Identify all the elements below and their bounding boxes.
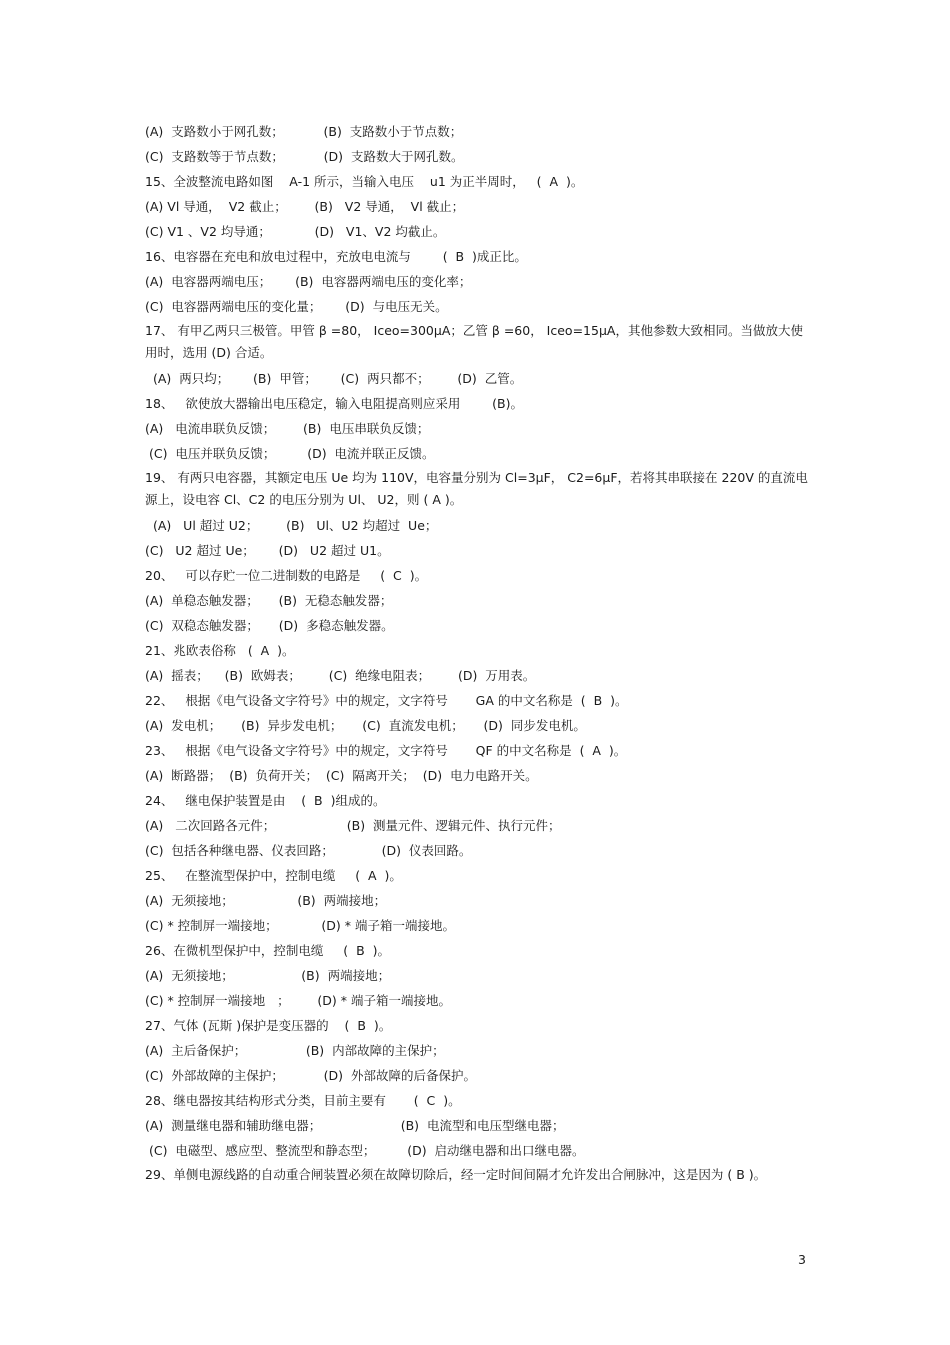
option-line: (C) * 控制屏一端接地 ； (D) * 端子箱一端接地。 [145, 993, 451, 1008]
question-21: 21、兆欧表俗称 ( A )。 [145, 643, 295, 658]
question-26: 26、在微机型保护中，控制电缆 ( B )。 [145, 943, 390, 958]
option-line: (A) 二次回路各元件； (B) 测量元件、逻辑元件、执行元件； [145, 818, 561, 833]
question-18: 18、 欲使放大器输出电压稳定，输入电阻提高则应采用 (B)。 [145, 396, 523, 411]
question-list [145, 119, 810, 1188]
question-28: 28、继电器按其结构形式分类，目前主要有 ( C )。 [145, 1093, 461, 1108]
option-line: (A) 测量继电器和辅助继电器； (B) 电流型和电压型继电器； [145, 1118, 565, 1133]
option-line: (A) 无须接地； (B) 两端接地； [145, 893, 387, 908]
option-line: (C) * 控制屏一端接地； (D) * 端子箱一端接地。 [145, 918, 455, 933]
option-line: (A) Vl 导通， V2 截止； (B) V2 导通， Vl 截止； [145, 199, 465, 214]
question-16: 16、电容器在充电和放电过程中，充放电电流与 ( B )成正比。 [145, 249, 527, 264]
question-24: 24、 继电保护装置是由 ( B )组成的。 [145, 793, 386, 808]
question-29: 29、单侧电源线路的自动重合闸装置必须在故障切除后，经一定时间间隔才允许发出合闸脉冲，这是因为 ( B )。 [145, 1167, 767, 1182]
page-number: 3 [798, 1252, 806, 1267]
option-line: (C) 电磁型、感应型、整流型和静态型； (D) 启动继电器和出口继电器。 [145, 1143, 585, 1158]
option-line: (A) 断路器； (B) 负荷开关； (C) 隔离开关； (D) 电力电路开关。 [145, 768, 538, 783]
option-line: (A) 支路数小于网孔数； (B) 支路数小于节点数； [145, 124, 463, 139]
option-line: (C) 外部故障的主保护； (D) 外部故障的后备保护。 [145, 1068, 476, 1083]
question-17: 17、 有甲乙两只三极管。甲管 β =80， Ⅰceo=300μA；乙管 β =60， Ⅰceo=15μA，其他参数大致相同。当做放大使用时，选用 (D) 合适。 [145, 323, 803, 360]
question-25: 25、 在整流型保护中，控制电缆 ( A )。 [145, 868, 402, 883]
option-line: (C) 电容器两端电压的变化量； (D) 与电压无关。 [145, 299, 448, 314]
question-19: 19、 有两只电容器，其额定电压 Ue 均为 110V，电容量分别为 Cl=3μF， C2=6μF，若将其串联接在 220V 的直流电源上，设电容 Cl、C2 的电压分别为 Ul、 U2，则 ( A )。 [145, 470, 808, 507]
option-line: (C) U2 超过 Ue； (D) U2 超过 U1。 [145, 543, 390, 558]
question-23: 23、 根据《电气设备文字符号》中的规定，文字符号 QF 的中文名称是 ( A )。 [145, 743, 627, 758]
option-line: (C) V1 、V2 均导通； (D) V1、V2 均截止。 [145, 224, 446, 239]
option-line: (A) 两只均； (B) 甲管； (C) 两只都不； (D) 乙管。 [145, 371, 523, 386]
option-line: (C) 支路数等于节点数； (D) 支路数大于网孔数。 [145, 149, 464, 164]
option-line: (A) 无须接地； (B) 两端接地； [145, 968, 391, 983]
question-27: 27、气体 (瓦斯 )保护是变压器的 ( B )。 [145, 1018, 392, 1033]
option-line: (C) 电压并联负反馈； (D) 电流并联正反馈。 [145, 446, 435, 461]
question-15: 15、全波整流电路如图 A-1 所示，当输入电压 u1 为正半周时， ( A )。 [145, 174, 584, 189]
option-line: (A) Ul 超过 U2； (B) Ul、U2 均超过 Ue； [145, 518, 438, 533]
option-line: (C) 双稳态触发器； (D) 多稳态触发器。 [145, 618, 394, 633]
option-line: (C) 包括各种继电器、仪表回路； (D) 仪表回路。 [145, 843, 472, 858]
option-line: (A) 单稳态触发器； (B) 无稳态触发器； [145, 593, 393, 608]
question-22: 22、 根据《电气设备文字符号》中的规定，文字符号 GA 的中文名称是 ( B )。 [145, 693, 628, 708]
option-line: (A) 主后备保护； (B) 内部故障的主保护； [145, 1043, 445, 1058]
option-line: (A) 发电机； (B) 异步发电机； (C) 直流发电机； (D) 同步发电机。 [145, 718, 586, 733]
option-line: (A) 摇表； (B) 欧姆表； (C) 绝缘电阻表； (D) 万用表。 [145, 668, 536, 683]
option-line: (A) 电流串联负反馈； (B) 电压串联负反馈； [145, 421, 430, 436]
option-line: (A) 电容器两端电压； (B) 电容器两端电压的变化率； [145, 274, 472, 289]
question-20: 20、 可以存贮一位二进制数的电路是 ( C )。 [145, 568, 428, 583]
